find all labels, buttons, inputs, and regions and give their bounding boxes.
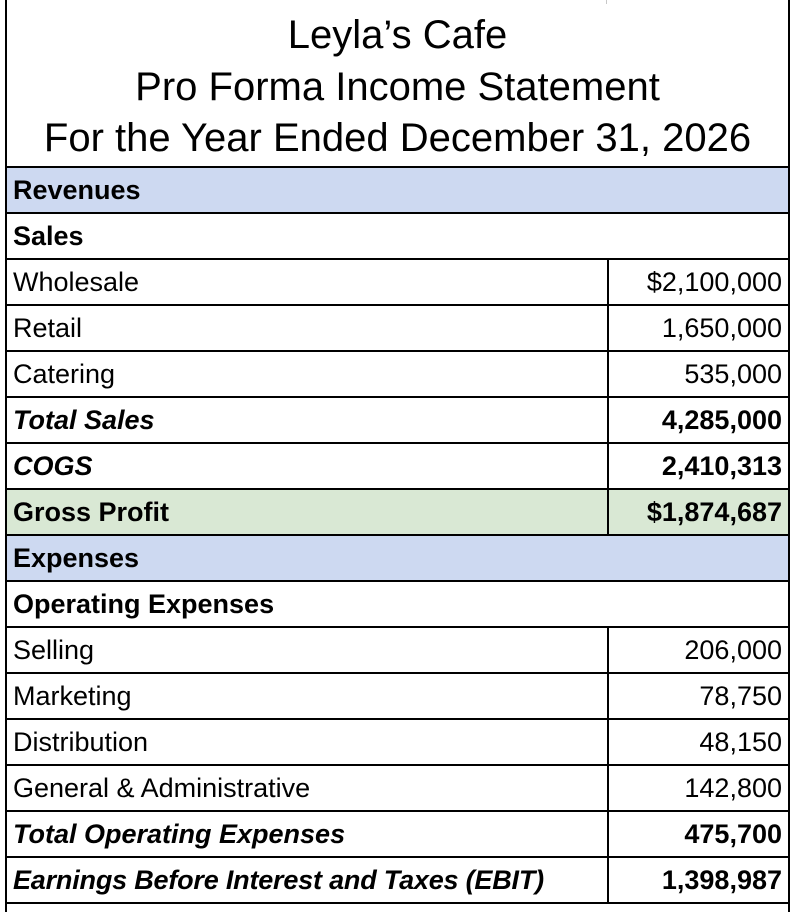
statement-title-block <box>7 0 788 168</box>
table-row-general-administrative[interactable] <box>7 766 788 812</box>
row-value: 1,650,000 <box>661 313 782 343</box>
row-label: General & Administrative <box>13 773 311 803</box>
table-row-gross-profit[interactable] <box>7 490 788 536</box>
operating-expenses-label: Operating Expenses <box>13 589 275 619</box>
row-value: 2,410,313 <box>661 451 782 481</box>
sales-subheader[interactable] <box>7 214 788 260</box>
expenses-section-header[interactable] <box>7 536 788 582</box>
row-label: Marketing <box>13 681 132 711</box>
table-row-distribution[interactable] <box>7 720 788 766</box>
table-row-marketing[interactable] <box>7 674 788 720</box>
row-label: Catering <box>13 359 116 389</box>
row-label: Total Sales <box>13 405 155 435</box>
expenses-label: Expenses <box>13 543 140 573</box>
sales-label: Sales <box>13 221 84 251</box>
row-label: Gross Profit <box>13 497 170 527</box>
statement-period: For the Year Ended December 31, 2026 <box>43 116 752 160</box>
operating-expenses-subheader[interactable] <box>7 582 788 628</box>
row-value: $2,100,000 <box>646 267 782 297</box>
row-value: 475,700 <box>684 819 782 849</box>
table-row-catering[interactable] <box>7 352 788 398</box>
table-row-ebit[interactable] <box>7 858 788 904</box>
row-label: Retail <box>13 313 83 343</box>
table-row-selling[interactable] <box>7 628 788 674</box>
company-name: Leyla’s Cafe <box>287 13 508 57</box>
table-row-retail[interactable] <box>7 306 788 352</box>
row-label: Wholesale <box>13 267 140 297</box>
table-row-cogs[interactable] <box>7 444 788 490</box>
row-value: 142,800 <box>684 773 782 803</box>
row-value: 48,150 <box>699 727 782 757</box>
table-row-total-sales[interactable] <box>7 398 788 444</box>
revenues-section-header[interactable] <box>7 168 788 214</box>
statement-title: Pro Forma Income Statement <box>135 65 660 109</box>
table-row-total-operating-expenses[interactable] <box>7 812 788 858</box>
revenues-label: Revenues <box>13 175 141 205</box>
row-value: 1,398,987 <box>661 865 782 895</box>
row-value: 535,000 <box>684 359 782 389</box>
row-value: 4,285,000 <box>661 405 782 435</box>
row-label: Selling <box>13 635 95 665</box>
row-label: COGS <box>13 451 93 481</box>
row-label: Total Operating Expenses <box>13 819 346 849</box>
row-label: Distribution <box>13 727 149 757</box>
row-value: 206,000 <box>684 635 782 665</box>
income-statement-table <box>5 0 790 912</box>
row-value: $1,874,687 <box>646 497 782 527</box>
row-label: Earnings Before Interest and Taxes (EBIT) <box>13 865 544 895</box>
table-row-wholesale[interactable] <box>7 260 788 306</box>
row-value: 78,750 <box>699 681 782 711</box>
